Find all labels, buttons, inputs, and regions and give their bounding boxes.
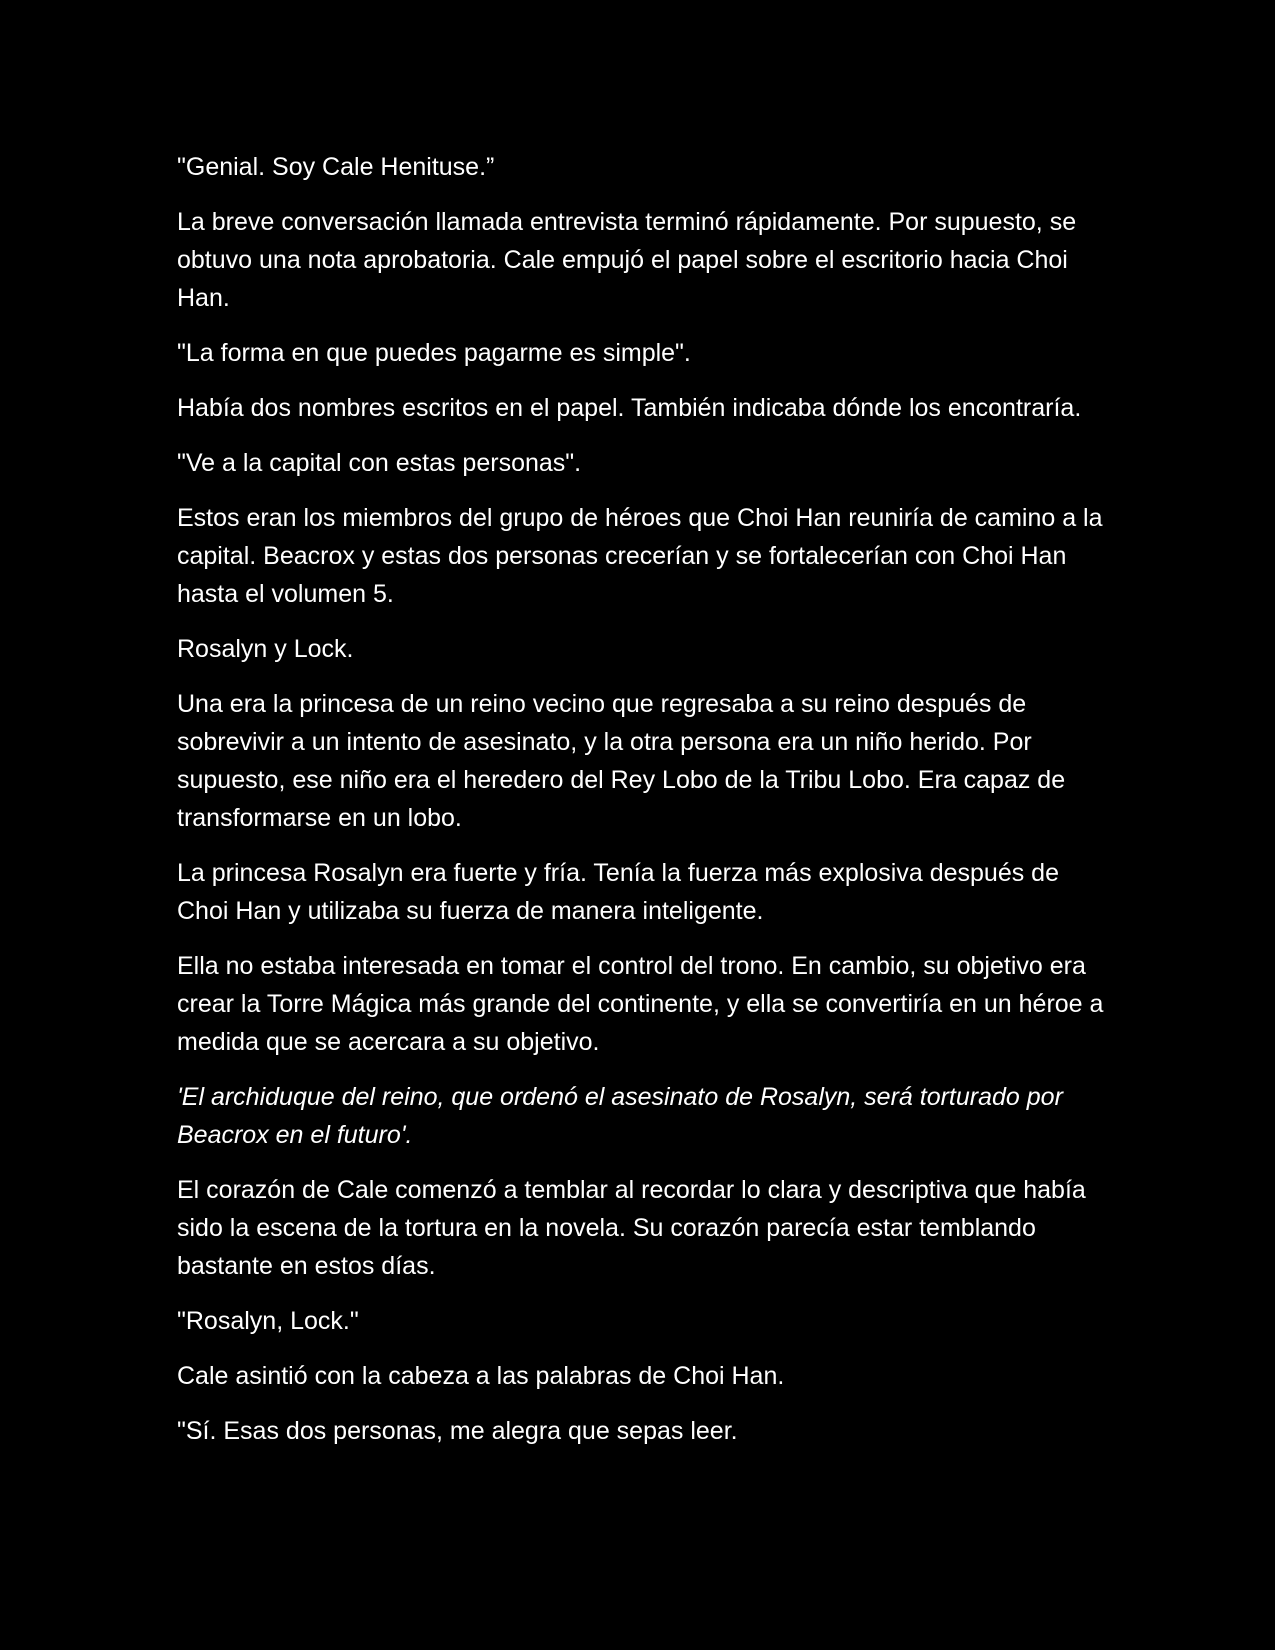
paragraph: "La forma en que puedes pagarme es simple".: [177, 339, 691, 367]
paragraph: Rosalyn y Lock.: [177, 635, 354, 663]
paragraph: El corazón de Cale comenzó a temblar al recordar lo clara y descriptiva que había sido la escena de la tortura en la novela. Su corazón parecía estar temblando bastante en estos días.: [177, 1176, 1086, 1280]
italic-paragraph: 'El archiduque del reino, que ordenó el asesinato de Rosalyn, será torturado por Beacrox en el futuro'.: [177, 1083, 1063, 1149]
paragraph: "Sí. Esas dos personas, me alegra que sepas leer.: [177, 1417, 738, 1445]
paragraph: "Ve a la capital con estas personas".: [177, 449, 582, 477]
paragraph: Cale asintió con la cabeza a las palabras de Choi Han.: [177, 1362, 785, 1390]
paragraph: Estos eran los miembros del grupo de héroes que Choi Han reuniría de camino a la capital. Beacrox y estas dos personas crecerían y se fortalecerían con Choi Han hasta el volumen 5.: [177, 504, 1103, 608]
paragraph: Una era la princesa de un reino vecino que regresaba a su reino después de sobrevivir a un intento de asesinato, y la otra persona era un niño herido. Por supuesto, ese niño era el heredero del Rey Lobo de la Tribu Lobo. Era capaz de transformarse en un lobo.: [177, 690, 1066, 832]
paragraph: "Rosalyn, Lock.": [177, 1307, 359, 1335]
paragraph: Ella no estaba interesada en tomar el control del trono. En cambio, su objetivo era crear la Torre Mágica más grande del continente, y ella se convertiría en un héroe a medida que se acercara a su objetivo.: [177, 952, 1104, 1056]
paragraph: Había dos nombres escritos en el papel. También indicaba dónde los encontraría.: [177, 394, 1082, 422]
document-body: [177, 148, 1107, 1467]
paragraph: "Genial. Soy Cale Henituse.”: [177, 153, 495, 181]
paragraph: La breve conversación llamada entrevista terminó rápidamente. Por supuesto, se obtuvo una nota aprobatoria. Cale empujó el papel sobre el escritorio hacia Choi Han.: [177, 208, 1077, 312]
paragraph: La princesa Rosalyn era fuerte y fría. Tenía la fuerza más explosiva después de Choi Han y utilizaba su fuerza de manera inteligente.: [177, 859, 1059, 925]
